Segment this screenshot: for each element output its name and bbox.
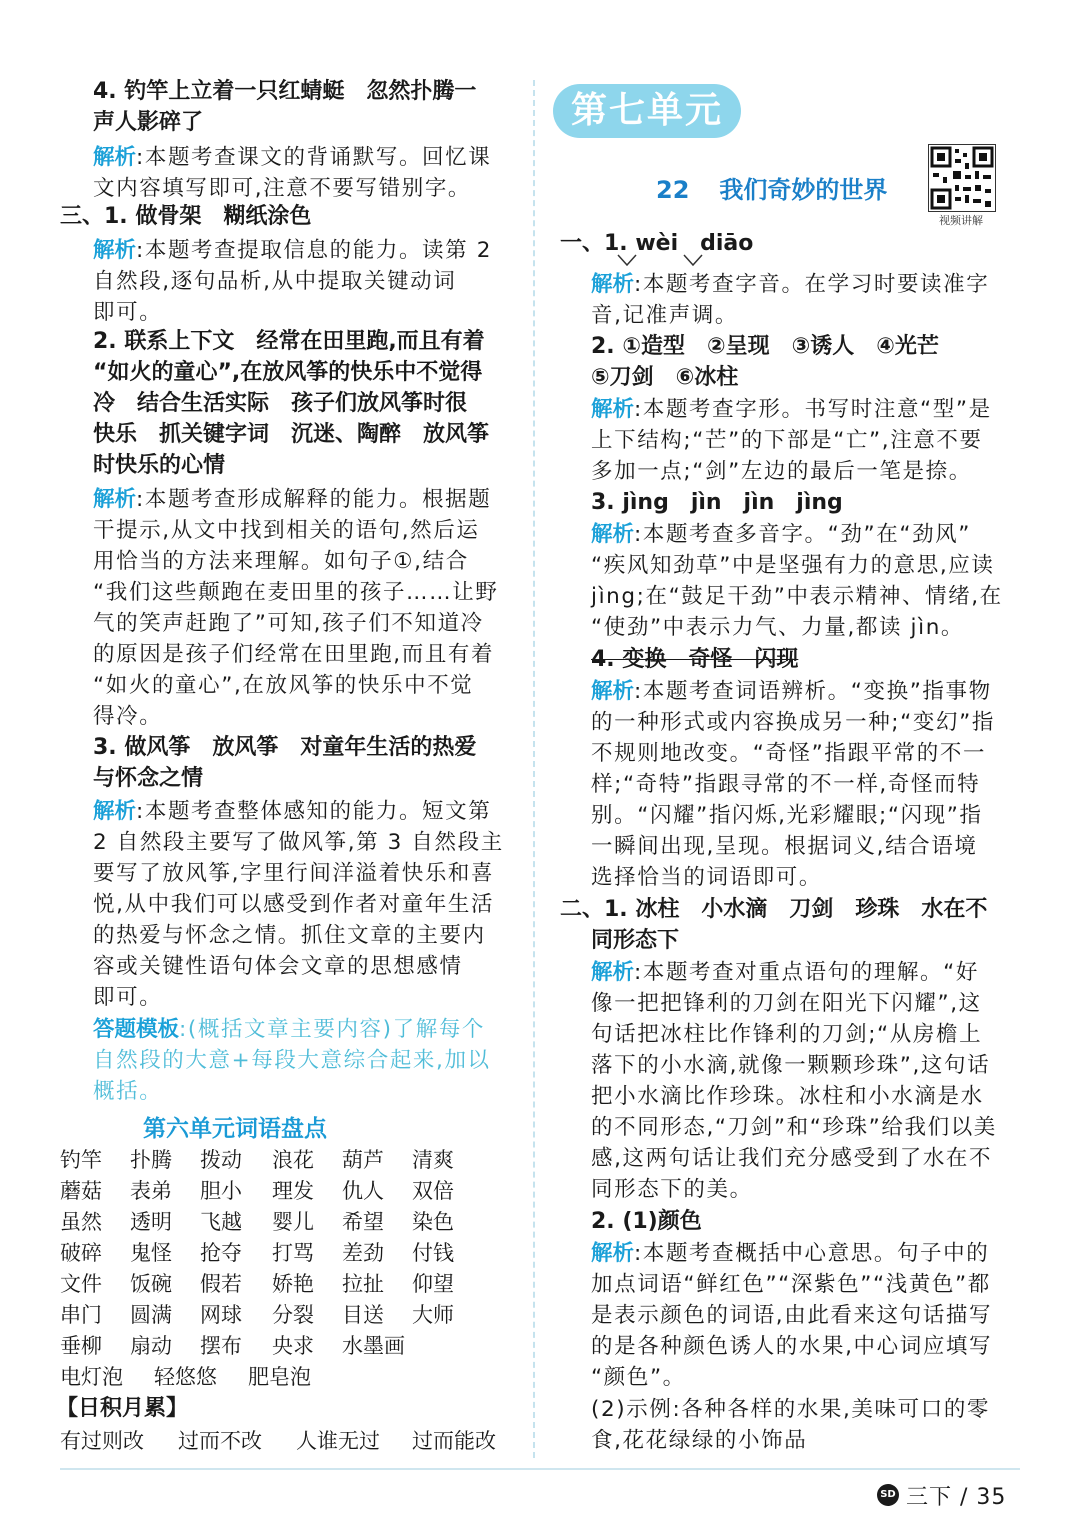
right-text: 感,这两句话让我们充分感受到了水在不 <box>591 1146 993 1171</box>
idiom: 过而能改 <box>412 1429 496 1453</box>
right-text: 是表示颜色的词语,由此看来这句话描写 <box>591 1303 993 1328</box>
left-text: “如火的童心”,在放风筝的快乐中不觉得 <box>93 360 483 385</box>
tone-mark-icon <box>616 252 638 268</box>
right-text: 4. 变换 奇怪 闪现 <box>591 647 799 672</box>
right-line <box>591 1270 991 1300</box>
right-text: 2. (1)颜色 <box>591 1209 702 1234</box>
tone-mark-icon <box>682 252 704 268</box>
left-text: 得冷。 <box>93 704 163 729</box>
publisher-badge: SD <box>877 1484 899 1506</box>
vocab-word: 双倍 <box>412 1179 454 1203</box>
right-text: ⑤刀剑 ⑥冰柱 <box>591 365 739 390</box>
right-text: :本题考查概括中心意思。句子中的 <box>634 1241 990 1266</box>
vocab-word: 摆布 <box>200 1334 242 1358</box>
analysis-label: 解析 <box>591 1241 635 1266</box>
left-text: 自然段的大意+每段大意综合起来,加以 <box>93 1048 491 1073</box>
left-text: 与怀念之情 <box>93 766 204 791</box>
vocab-word: 圆满 <box>130 1303 172 1327</box>
analysis-label: 解析 <box>591 272 635 297</box>
analysis-label: 解析 <box>591 522 635 547</box>
analysis-label: 解析 <box>591 960 635 985</box>
right-text: 的一种形式或内容换成另一种;“变幻”指 <box>591 710 995 735</box>
column-divider <box>533 80 535 1458</box>
vocab-word: 娇艳 <box>272 1272 314 1296</box>
vocab-word: 清爽 <box>412 1148 454 1172</box>
left-text: 快乐 抓关键字词 沉迷、陶醉 放风筝 <box>93 422 490 447</box>
right-text: 食,花花绿绿的小饰品 <box>591 1428 808 1453</box>
right-text: 样;“奇特”指跟寻常的不一样,奇怪而特 <box>591 772 981 797</box>
vocab-word: 扑腾 <box>130 1148 172 1172</box>
vocab-word: 浪花 <box>272 1148 314 1172</box>
vocab-word: 饭碗 <box>130 1272 172 1296</box>
right-text: :本题考查字形。书写时注意“型”是 <box>634 397 992 422</box>
left-text: 概括。 <box>93 1079 163 1104</box>
right-line <box>560 895 987 925</box>
vocab-word: 鬼怪 <box>130 1241 172 1265</box>
vocab-word: 扇动 <box>130 1334 172 1358</box>
vocab-word: 文件 <box>60 1272 102 1296</box>
right-line <box>591 1363 686 1393</box>
vocab-word: 垂柳 <box>60 1334 102 1358</box>
vocab-word: 轻悠悠 <box>154 1365 217 1389</box>
right-text: 的是各种颜色诱人的水果,中心词应填写 <box>591 1334 993 1359</box>
qr-caption: 视频讲解 <box>939 214 983 227</box>
right-line <box>591 801 983 831</box>
vocab-word: 虽然 <box>60 1210 102 1234</box>
right-text: 上下结构;“芒”的下部是“亡”,注意不要 <box>591 428 983 453</box>
vocab-word: 差劲 <box>342 1241 384 1265</box>
right-text: 像一把把锋利的刀剑在阳光下闪耀”,这 <box>591 991 982 1016</box>
right-text: :本题考查字音。在学习时要读准字 <box>634 272 990 297</box>
right-text: 3. jìng jìn jìn jìng <box>591 490 843 515</box>
vocab-word: 希望 <box>342 1210 384 1234</box>
right-line <box>591 1239 989 1269</box>
left-text: 的热爱与怀念之情。抓住文章的主要内 <box>93 923 486 948</box>
left-text: 冷 结合生活实际 孩子们放风筝时很 <box>93 391 468 416</box>
left-text: 自然段,逐句品析,从中提取关键动词 <box>93 269 457 294</box>
right-text: 选择恰当的词语即可。 <box>591 865 823 890</box>
right-text: 落下的小水滴,就像一颗颗珍珠”,这句话 <box>591 1053 991 1078</box>
right-text: “颜色”。 <box>591 1365 686 1390</box>
lesson-number: 22 <box>656 176 690 204</box>
right-line <box>591 1426 807 1456</box>
right-line <box>591 770 980 800</box>
idiom: 过而不改 <box>178 1429 262 1453</box>
left-text: :本题考查课文的背诵默写。回忆课 <box>136 145 492 170</box>
vocab-word: 胆小 <box>200 1179 242 1203</box>
right-line <box>591 301 738 331</box>
vocab-word: 央求 <box>272 1334 314 1358</box>
right-text: 一瞬间出现,呈现。根据词义,结合语境 <box>591 834 978 859</box>
left-text: :本题考查整体感知的能力。短文第 <box>136 799 492 824</box>
right-text: 二、1. 冰柱 小水滴 刀剑 珍珠 水在不 <box>560 897 988 922</box>
right-text: 一、1. wèi diāo <box>560 231 754 256</box>
right-line <box>591 1113 997 1143</box>
left-text: :(概括文章主要内容)了解每个 <box>179 1017 486 1042</box>
vocab-word: 透明 <box>130 1210 172 1234</box>
right-line <box>591 958 979 988</box>
right-line <box>591 582 1003 612</box>
right-line <box>591 1144 992 1174</box>
left-text: 容或关键性语句体会文章的思想感情 <box>93 954 463 979</box>
analysis-label: 解析 <box>591 679 635 704</box>
right-line <box>591 1082 984 1112</box>
idiom: 有过则改 <box>60 1429 144 1453</box>
vocab-section-heading: 第六单元词语盘点 <box>143 1116 327 1142</box>
right-text: 句话把冰柱比作锋利的刀剑;“从房檐上 <box>591 1022 983 1047</box>
right-text: jìng;在“鼓足干劲”中表示精神、情绪,在 <box>591 584 1003 609</box>
left-text: 即可。 <box>93 300 163 325</box>
vocab-word: 抢夺 <box>200 1241 242 1265</box>
right-line <box>591 832 977 862</box>
right-line <box>560 229 753 259</box>
right-line <box>591 1301 992 1331</box>
right-text: 音,记准声调。 <box>591 303 739 328</box>
footer-rule <box>60 1468 1020 1470</box>
right-line <box>591 645 798 675</box>
vocab-word: 婴儿 <box>272 1210 314 1234</box>
right-text: :本题考查词语辨析。“变换”指事物 <box>634 679 992 704</box>
vocab-word: 拨动 <box>200 1148 242 1172</box>
vocab-word: 水墨画 <box>342 1334 405 1358</box>
right-line <box>591 332 939 362</box>
analysis-label: 答题模板 <box>93 1017 180 1042</box>
page-number: 三下 / 35 <box>906 1485 1007 1510</box>
right-line <box>591 363 738 393</box>
right-text: 多加一点;“剑”左边的最后一笔是捺。 <box>591 459 972 484</box>
right-text: 的不同形态,“刀剑”和“珍珠”给我们以美 <box>591 1115 997 1140</box>
unit-title: 第七单元 <box>570 90 723 131</box>
vocab-word: 目送 <box>342 1303 384 1327</box>
right-text: “使劲”中表示力气、力量,都读 jìn。 <box>591 615 965 640</box>
right-line <box>591 613 964 643</box>
vocab-word: 理发 <box>272 1179 314 1203</box>
left-text: 2. 联系上下文 经常在田里跑,而且有着 <box>93 329 485 354</box>
analysis-label: 解析 <box>93 145 137 170</box>
right-line <box>591 520 971 550</box>
right-line <box>591 926 679 956</box>
unit-banner <box>553 84 741 138</box>
vocab-list <box>60 0 520 1460</box>
vocab-word: 仇人 <box>342 1179 384 1203</box>
vocab-word: 假若 <box>200 1272 242 1296</box>
vocab-word: 电灯泡 <box>60 1365 123 1389</box>
right-line <box>591 677 992 707</box>
right-text: :本题考查对重点语句的理解。“好 <box>634 960 979 985</box>
right-line <box>591 457 972 487</box>
right-text: :本题考查多音字。“劲”在“劲风” <box>634 522 972 547</box>
vocab-word: 打骂 <box>272 1241 314 1265</box>
right-line <box>591 1051 990 1081</box>
left-text: 用恰当的方法来理解。如句子①,结合 <box>93 549 469 574</box>
left-text: :本题考查形成解释的能力。根据题 <box>136 487 492 512</box>
vocab-word: 串门 <box>60 1303 102 1327</box>
right-line <box>591 551 995 581</box>
right-line <box>591 989 982 1019</box>
right-line <box>591 395 992 425</box>
analysis-label: 解析 <box>93 799 137 824</box>
right-line <box>591 426 983 456</box>
vocab-word: 蘑菇 <box>60 1179 102 1203</box>
left-text: 干提示,从文中找到相关的语句,然后运 <box>93 518 480 543</box>
vocab-word: 网球 <box>200 1303 242 1327</box>
left-text: 气的笑声赶跑了”可知,孩子们不知道冷 <box>93 611 484 636</box>
right-text: 加点词语“鲜红色”“深紫色”“浅黄色”都 <box>591 1272 991 1297</box>
left-text: 即可。 <box>93 985 163 1010</box>
analysis-label: 解析 <box>93 487 137 512</box>
right-line <box>591 270 989 300</box>
vocab-word: 表弟 <box>130 1179 172 1203</box>
right-line <box>591 1332 992 1362</box>
left-text: :本题考查提取信息的能力。读第 2 <box>136 238 492 263</box>
vocab-word: 仰望 <box>412 1272 454 1296</box>
right-line <box>591 1020 982 1050</box>
left-text: 要写了放风筝,字里行间洋溢着快乐和喜 <box>93 861 495 886</box>
left-text: 三、1. 做骨架 糊纸涂色 <box>60 204 312 229</box>
left-text: 文内容填写即可,注意不要写错别字。 <box>93 176 472 201</box>
left-text: 2 自然段主要写了做风筝,第 3 自然段主 <box>93 830 504 855</box>
right-text: 不规则地改变。“奇怪”指跟平常的不一 <box>591 741 987 766</box>
analysis-label: 解析 <box>93 238 137 263</box>
vocab-word: 钓竿 <box>60 1148 102 1172</box>
right-text: “疾风知劲草”中是坚强有力的意思,应读 <box>591 553 995 578</box>
right-line <box>591 863 822 893</box>
daily-title: 【日积月累】 <box>56 1396 189 1421</box>
vocab-word: 破碎 <box>60 1241 102 1265</box>
right-line <box>591 1175 753 1205</box>
right-line <box>591 739 986 769</box>
right-text: 2. ①造型 ②呈现 ③诱人 ④光芒 <box>591 334 939 359</box>
qr-code-icon[interactable] <box>928 144 996 212</box>
vocab-word: 分裂 <box>272 1303 314 1327</box>
left-text: 4. 钓竿上立着一只红蜻蜓 忽然扑腾一 <box>93 79 477 104</box>
left-text: 的原因是孩子们经常在田里跑,而且有着 <box>93 642 495 667</box>
left-text: “如火的童心”,在放风筝的快乐中不觉 <box>93 673 474 698</box>
left-text: 时快乐的心情 <box>93 453 226 478</box>
lesson-title <box>656 170 887 205</box>
left-text: “我们这些颠跑在麦田里的孩子……让野 <box>93 580 499 605</box>
lesson-name: 我们奇妙的世界 <box>719 176 888 204</box>
right-text: (2)示例:各种各样的水果,美味可口的零 <box>591 1397 991 1422</box>
vocab-word: 付钱 <box>412 1241 454 1265</box>
vocab-word: 染色 <box>412 1210 454 1234</box>
vocab-word: 飞越 <box>200 1210 242 1234</box>
vocab-word: 葫芦 <box>342 1148 384 1172</box>
right-text: 同形态下 <box>591 928 680 953</box>
right-text: 把小水滴比作珍珠。冰柱和小水滴是水 <box>591 1084 984 1109</box>
daily-words <box>60 1426 520 1456</box>
vocab-word: 拉扯 <box>342 1272 384 1296</box>
right-text: 同形态下的美。 <box>591 1177 753 1202</box>
right-text: 别。“闪耀”指闪烁,光彩耀眼;“闪现”指 <box>591 803 983 828</box>
right-line <box>591 488 843 518</box>
left-text: 悦,从中我们可以感受到作者对童年生活 <box>93 892 495 917</box>
left-text: 声人影碎了 <box>93 110 204 135</box>
right-line <box>591 708 995 738</box>
left-text: 3. 做风筝 放风筝 对童年生活的热爱 <box>93 735 477 760</box>
analysis-label: 解析 <box>591 397 635 422</box>
right-line <box>591 1207 702 1237</box>
vocab-word: 大师 <box>412 1303 454 1327</box>
vocab-word: 肥皂泡 <box>248 1365 311 1389</box>
idiom: 人谁无过 <box>296 1429 380 1453</box>
right-line <box>591 1395 990 1425</box>
